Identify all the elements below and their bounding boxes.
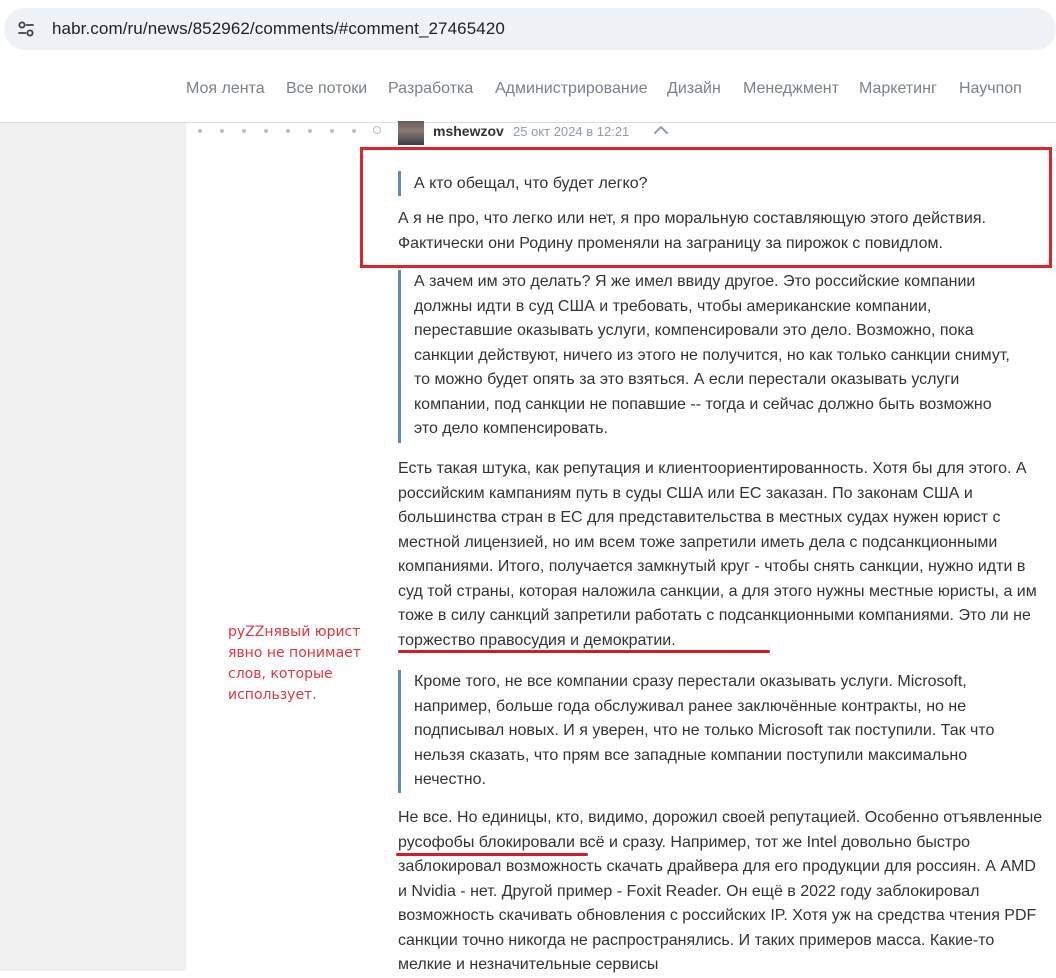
address-bar[interactable] — [4, 8, 1056, 50]
comment-paragraph: А я не про, что легко или нет, я про моральную составляющую этого действия. Фактически они Родину променяли на заграницу за пирожок с повидлом. — [398, 210, 986, 252]
browser-toolbar — [0, 0, 1056, 58]
indent-dot — [242, 129, 246, 133]
comment-paragraph: Есть такая штука, как репутация и клиентоориентированность. Хотя бы для этого. А российским кампаниям путь в суды США или ЕС заказан. По законам США и большинства стран в ЕС для представительства в местных судах нужен юрист с местной лицензией, но им всем тоже запретили иметь дела с подсанкционными компаниями. Итого, получается замкнутый круг - чтобы снять санкции, нужно идти в суд той страны, которая наложила санкции, а для этого нужны местные юристы, а им тоже в силу санкций запретили работать с подсанкционными компаниями. Это ли не торжество правосудия и демократии. — [398, 460, 1037, 649]
indent-dot — [286, 129, 290, 133]
nav-item-management[interactable]: Менеджмент — [743, 80, 839, 97]
quote-block — [398, 670, 1044, 793]
indent-dot — [308, 129, 312, 133]
indent-dot-current — [373, 126, 381, 134]
indent-dot — [198, 129, 202, 133]
indent-dot — [352, 129, 356, 133]
avatar[interactable] — [398, 121, 424, 145]
indent-dot — [264, 129, 268, 133]
indent-dot — [220, 129, 224, 133]
comment-author[interactable]: mshewzov — [433, 123, 504, 139]
nav-item-development[interactable]: Разработка — [388, 80, 474, 97]
nav-item-all-streams[interactable]: Все потоки — [286, 80, 368, 97]
nav-item-marketing[interactable]: Маркетинг — [859, 80, 937, 97]
highlight-box — [360, 147, 1052, 268]
indent-dot — [330, 129, 334, 133]
nav-item-my-feed[interactable]: Моя лента — [186, 80, 265, 97]
site-nav — [0, 58, 1056, 123]
nav-item-popsci[interactable]: Научпоп — [959, 80, 1022, 97]
quote-text: Кроме того, не все компании сразу перестали оказывать услуги. Microsoft, например, больше года обслуживал ранее заключённые контракты, но не подписывал новых. И я уверен, что не только Microsoft так поступили. Так что нельзя сказать, что прям все западные компании поступили максимально нечестно. — [414, 673, 995, 788]
quote-text: А кто обещал, что будет легко? — [414, 175, 648, 192]
comment-date[interactable]: 25 окт 2024 в 12:21 — [513, 124, 630, 139]
quote-text: А зачем им это делать? Я же имел ввиду другое. Это российские компании должны идти в суд США и требовать, чтобы американские компании, переставшие оказывать услуги, компенсировали это дело. Возможно, пока санкции действуют, ничего из этого не получится, но как только санкции снимут, то можно будет опять за это взяться. А если перестали оказывать услуги компании, под санкции не попавшие -- тогда и сейчас должно быть возможно это дело компенсировать. — [414, 273, 1010, 437]
quote-block — [398, 270, 1044, 443]
url-text[interactable]: habr.com/ru/news/852962/comments/#comment_27465420 — [52, 19, 505, 38]
tune-icon[interactable] — [16, 19, 36, 39]
nav-item-design[interactable]: Дизайн — [667, 80, 721, 97]
nav-item-administration[interactable]: Администрирование — [495, 80, 648, 97]
chevron-up-icon[interactable] — [652, 123, 670, 137]
annotation-note: руZZнявый юрист явно не понимает слов, которые использует. — [228, 624, 361, 703]
highlight-underline — [396, 853, 588, 856]
comment-paragraph: Не все. Но единицы, кто, видимо, дорожил своей репутацией. Особенно отъявленные русофобы блокировали всё и сразу. Например, тот же Intel довольно быстро заблокировал возможность скачать драйвера для его продукции для россиян. А AMD и Nvidia - нет. Другой пример - Foxit Reader. Он ещё в 2022 году заблокировал возможность скачивать обновления с российских IP. Хотя уж на средства чтения PDF санкции точно никогда не распространялись. И таких примеров масса. Какие-то мелкие и незначительные сервисы — [398, 809, 1043, 973]
highlight-underline — [398, 650, 770, 653]
